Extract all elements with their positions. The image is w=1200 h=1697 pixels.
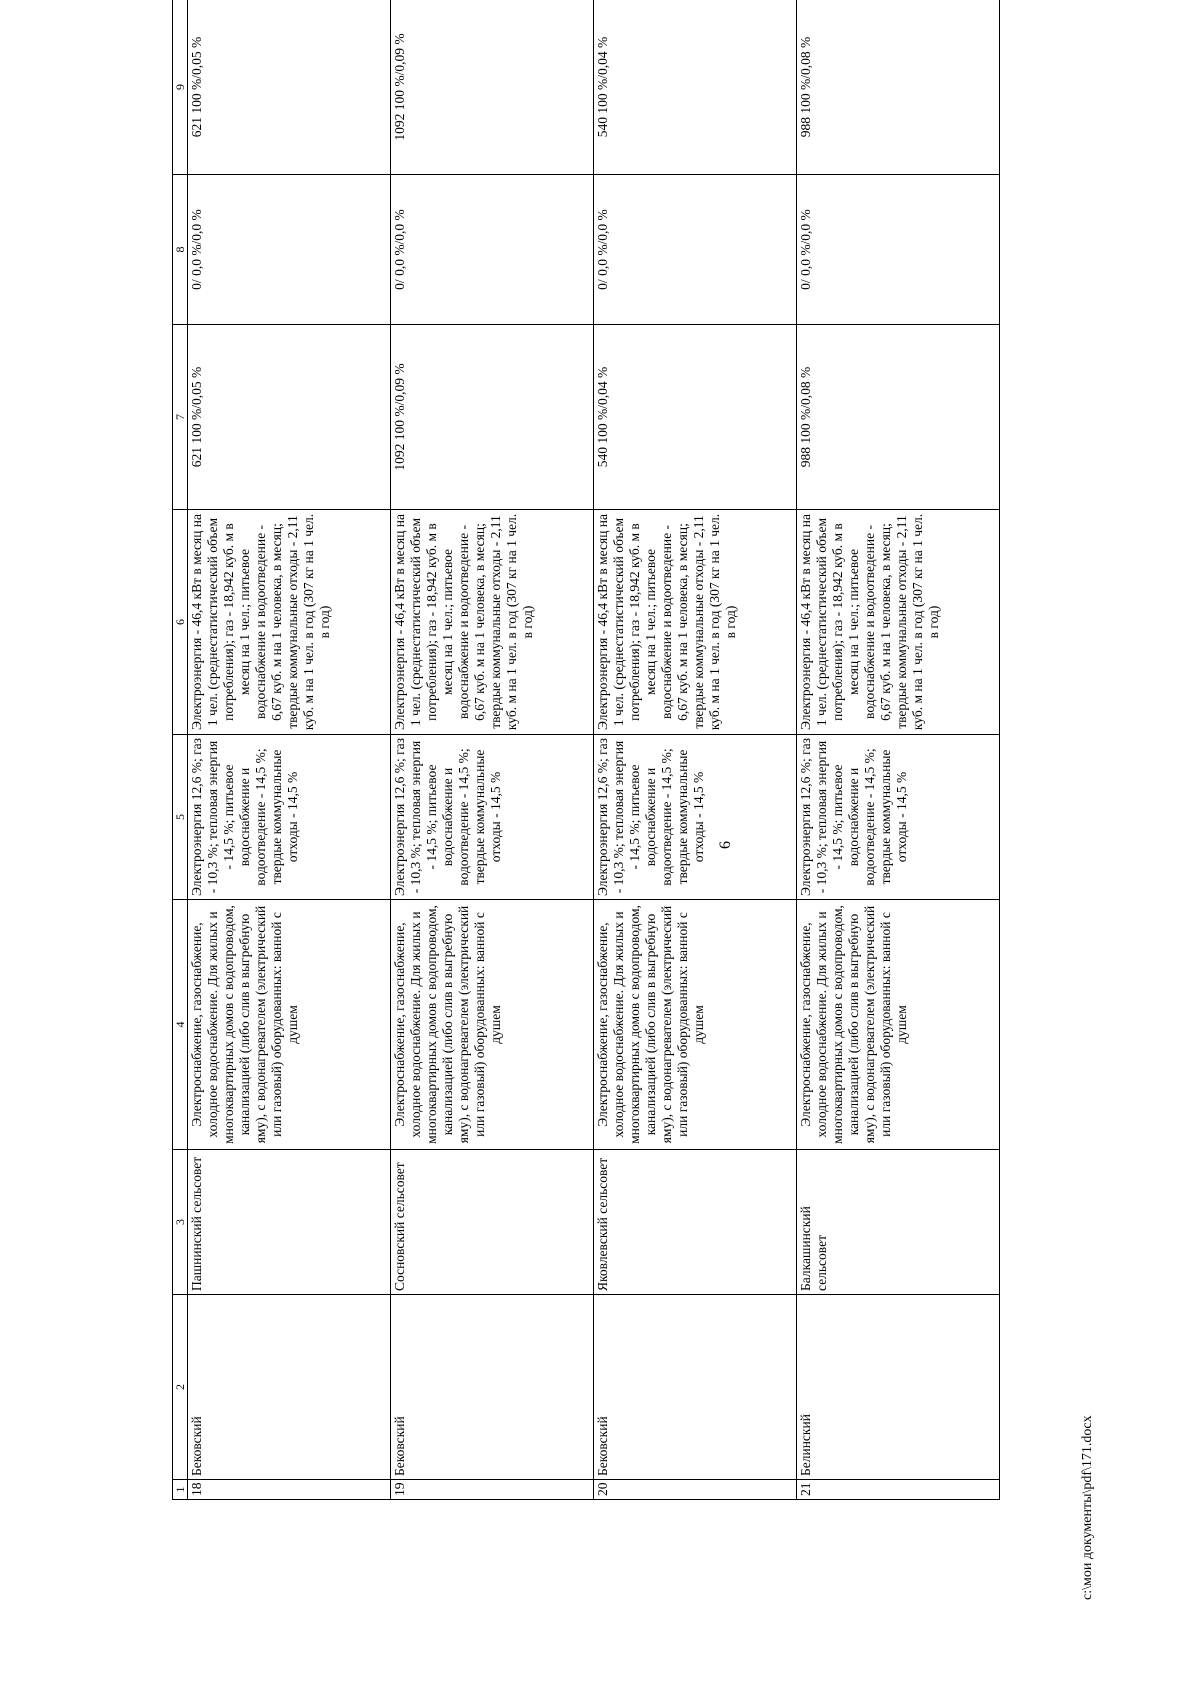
column-header: 1 [173,1480,188,1500]
services-cell: Электроснабжение, газоснабжение, холодное водоснабжение. Для жилых и многоквартирных домов с водопроводом, канализацией (либо слив в выгребную яму), с водонагревателем (электрический или газовый) оборудованных: ванной с душем [797,900,1000,1150]
district-cell: Белинский [797,1295,1000,1480]
table-row [391,0,594,1500]
column-header: 8 [173,175,188,325]
index-cell: Электроэнергия 12,6 %; газ - 10,3 %; тепловая энергия - 14,5 %; питьевое водоснабжение и водоотведение - 14,5 %; твердые коммунальные отходы - 14,5 % [391,735,594,900]
col7-cell: 988 100 %/0,08 % [797,325,1000,510]
column-header: 7 [173,325,188,510]
col9-cell: 1092 100 %/0,09 % [391,0,594,175]
row-number: 20 [594,1480,797,1500]
col8-cell: 0/ 0,0 %/0,0 % [188,175,391,325]
row-number: 19 [391,1480,594,1500]
col7-cell: 540 100 %/0,04 % [594,325,797,510]
consumption-cell: Электроэнергия - 46,4 кВт в месяц на 1 чел. (среднестатистический объем потребления); газ - 18,942 куб. м в месяц на 1 чел.; питьевое водоснабжение и водоотведение - 6,67 куб. м на 1 человека, в месяц; твердые коммунальные отходы - 2,11 куб. м на 1 чел. в год (307 кг на 1 чел. в год) [797,510,1000,735]
district-cell: Бековский [188,1295,391,1480]
header-row [173,0,188,1500]
council-cell: Пашнинский сельсовет [188,1150,391,1295]
rotated-table-container [172,0,1002,1500]
district-cell: Бековский [391,1295,594,1480]
district-cell: Бековский [594,1295,797,1480]
row-number: 18 [188,1480,391,1500]
consumption-cell: Электроэнергия - 46,4 кВт в месяц на 1 чел. (среднестатистический объем потребления); газ - 18,942 куб. м в месяц на 1 чел.; питьевое водоснабжение и водоотведение - 6,67 куб. м на 1 человека, в месяц; твердые коммунальные отходы - 2,11 куб. м на 1 чел. в год (307 кг на 1 чел. в год) [188,510,391,735]
table-row [594,0,797,1500]
col8-cell: 0/ 0,0 %/0,0 % [594,175,797,325]
table-row [188,0,391,1500]
council-cell: Яковлевский сельсовет [594,1150,797,1295]
col8-cell: 0/ 0,0 %/0,0 % [797,175,1000,325]
consumption-cell: Электроэнергия - 46,4 кВт в месяц на 1 чел. (среднестатистический объем потребления); газ - 18,942 куб. м в месяц на 1 чел.; питьевое водоснабжение и водоотведение - 6,67 куб. м на 1 человека, в месяц; твердые коммунальные отходы - 2,11 куб. м на 1 чел. в год (307 кг на 1 чел. в год) [391,510,594,735]
file-path-footer: c:\мои документы\pdf\171.docx [1080,1415,1095,1600]
index-cell: Электроэнергия 12,6 %; газ - 10,3 %; тепловая энергия - 14,5 %; питьевое водоснабжение и водоотведение - 14,5 %; твердые коммунальные отходы - 14,5 % [797,735,1000,900]
page-number: 6 [717,841,734,849]
col9-cell: 621 100 %/0,05 % [188,0,391,175]
tariff-table [172,0,1000,1500]
column-header: 5 [173,735,188,900]
column-header: 6 [173,510,188,735]
column-header: 2 [173,1295,188,1480]
services-cell: Электроснабжение, газоснабжение, холодное водоснабжение. Для жилых и многоквартирных домов с водопроводом, канализацией (либо слив в выгребную яму), с водонагревателем (электрический или газовый) оборудованных: ванной с душем [594,900,797,1150]
col8-cell: 0/ 0,0 %/0,0 % [391,175,594,325]
col7-cell: 621 100 %/0,05 % [188,325,391,510]
col9-cell: 988 100 %/0,08 % [797,0,1000,175]
col7-cell: 1092 100 %/0,09 % [391,325,594,510]
table-row [797,0,1000,1500]
column-header: 9 [173,0,188,175]
column-header: 3 [173,1150,188,1295]
index-cell: Электроэнергия 12,6 %; газ - 10,3 %; тепловая энергия - 14,5 %; питьевое водоснабжение и водоотведение - 14,5 %; твердые коммунальные отходы - 14,5 % [594,735,797,900]
consumption-cell: Электроэнергия - 46,4 кВт в месяц на 1 чел. (среднестатистический объем потребления); газ - 18,942 куб. м в месяц на 1 чел.; питьевое водоснабжение и водоотведение - 6,67 куб. м на 1 человека, в месяц; твердые коммунальные отходы - 2,11 куб. м на 1 чел. в год (307 кг на 1 чел. в год) [594,510,797,735]
services-cell: Электроснабжение, газоснабжение, холодное водоснабжение. Для жилых и многоквартирных домов с водопроводом, канализацией (либо слив в выгребную яму), с водонагревателем (электрический или газовый) оборудованных: ванной с душем [188,900,391,1150]
col9-cell: 540 100 %/0,04 % [594,0,797,175]
council-cell: Сосновский сельсовет [391,1150,594,1295]
row-number: 21 [797,1480,1000,1500]
column-header: 4 [173,900,188,1150]
index-cell: Электроэнергия 12,6 %; газ - 10,3 %; тепловая энергия - 14,5 %; питьевое водоснабжение и водоотведение - 14,5 %; твердые коммунальные отходы - 14,5 % [188,735,391,900]
services-cell: Электроснабжение, газоснабжение, холодное водоснабжение. Для жилых и многоквартирных домов с водопроводом, канализацией (либо слив в выгребную яму), с водонагревателем (электрический или газовый) оборудованных: ванной с душем [391,900,594,1150]
council-cell: Балкашинский сельсовет [797,1150,1000,1295]
